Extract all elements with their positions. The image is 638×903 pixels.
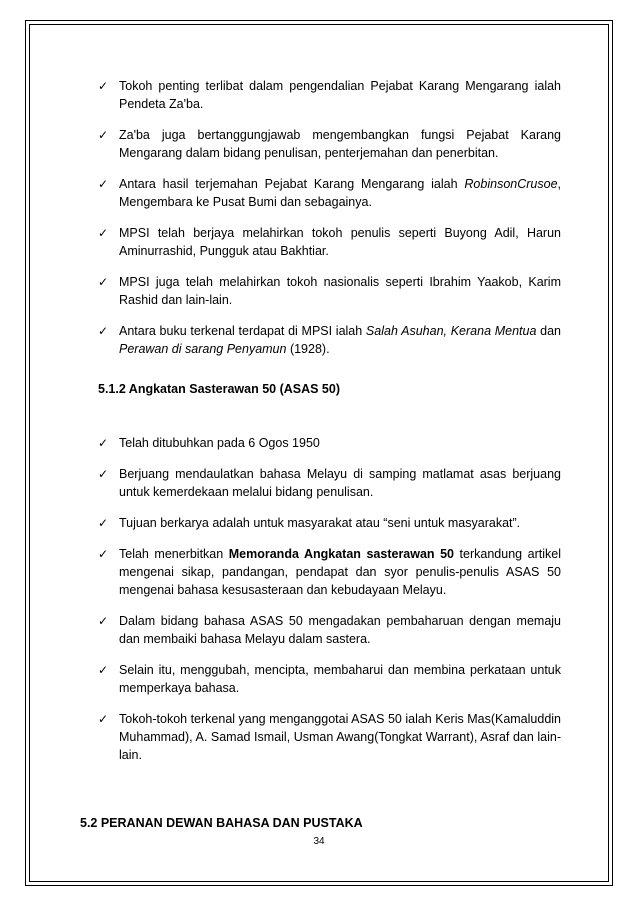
list-item: ✓ Selain itu, menggubah, mencipta, membaharui dan membina perkataan untuk memperkaya bahasa.	[98, 663, 561, 695]
list-item: ✓ Berjuang mendaulatkan bahasa Melayu di samping matlamat asas berjuang untuk kemerdekaan melalui bidang penulisan.	[98, 467, 561, 499]
checkmark-icon: ✓	[98, 226, 109, 240]
page-number: 34	[313, 836, 325, 847]
checkmark-icon: ✓	[98, 614, 109, 628]
list-item: ✓ Dalam bidang bahasa ASAS 50 mengadakan pembaharuan dengan memaju dan membaiki bahasa Melayu dalam sastera.	[98, 614, 561, 646]
checkmark-icon: ✓	[98, 547, 109, 561]
bullet-list-asas50	[98, 434, 561, 777]
list-item: ✓ MPSI telah berjaya melahirkan tokoh penulis seperti Buyong Adil, Harun Aminurrashid, Pungguk atau Bakhtiar.	[98, 226, 561, 258]
list-item: ✓ Za'ba juga bertanggungjawab mengembangkan fungsi Pejabat Karang Mengarang dalam bidang penulisan, penterjemahan dan penerbitan.	[98, 128, 561, 160]
section-heading-5-1-2: 5.1.2 Angkatan Sasterawan 50 (ASAS 50)	[98, 382, 340, 396]
list-item: ✓ Tokoh-tokoh terkenal yang menganggotai ASAS 50 ialah Keris Mas(Kamaluddin Muhammad), A. Samad Ismail, Usman Awang(Tongkat Warrant), Asraf dan lain-lain.	[98, 712, 561, 762]
section-heading-5-2: 5.2 PERANAN DEWAN BAHASA DAN PUSTAKA	[80, 816, 363, 830]
checkmark-icon: ✓	[98, 516, 109, 530]
checkmark-icon: ✓	[98, 663, 109, 677]
list-item: ✓ Telah ditubuhkan pada 6 Ogos 1950	[98, 436, 320, 450]
bullet-list-mpsi	[98, 77, 561, 371]
checkmark-icon: ✓	[98, 324, 109, 338]
list-item: ✓ Antara buku terkenal terdapat di MPSI ialah Salah Asuhan, Kerana Mentua dan Perawan di sarang Penyamun (1928).	[98, 324, 561, 356]
list-item: ✓ Tokoh penting terlibat dalam pengendalian Pejabat Karang Mengarang ialah Pendeta Za'ba.	[98, 79, 561, 111]
checkmark-icon: ✓	[98, 128, 109, 142]
list-item: ✓ Tujuan berkarya adalah untuk masyarakat atau “seni untuk masyarakat”.	[98, 516, 521, 530]
list-item: ✓ MPSI juga telah melahirkan tokoh nasionalis seperti Ibrahim Yaakob, Karim Rashid dan lain-lain.	[98, 275, 561, 307]
checkmark-icon: ✓	[98, 79, 109, 93]
checkmark-icon: ✓	[98, 436, 109, 450]
list-item: ✓ Antara hasil terjemahan Pejabat Karang Mengarang ialah RobinsonCrusoe, Mengembara ke Pusat Bumi dan sebagainya.	[98, 177, 561, 209]
checkmark-icon: ✓	[98, 275, 109, 289]
checkmark-icon: ✓	[98, 177, 109, 191]
checkmark-icon: ✓	[98, 712, 109, 726]
checkmark-icon: ✓	[98, 467, 109, 481]
list-item: ✓ Telah menerbitkan Memoranda Angkatan sasterawan 50 terkandung artikel mengenai sikap, pandangan, pendapat dan syor penulis-penulis ASAS 50 mengenai bahasa kesusasteraan dan kebudayaan Melayu.	[98, 547, 561, 597]
